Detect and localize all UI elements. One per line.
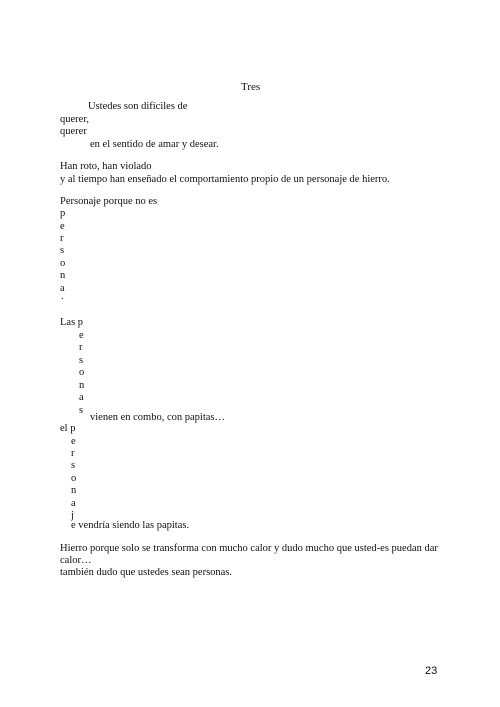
vertical-letter: . xyxy=(61,291,64,302)
stanza4-las: Las p xyxy=(60,317,84,328)
vertical-letter: n xyxy=(79,380,85,391)
vertical-letter: j xyxy=(71,510,74,521)
vertical-letter: e xyxy=(60,221,65,232)
vertical-letter: r xyxy=(60,233,64,244)
stanza4-el: el p xyxy=(60,423,76,434)
stanza5-line2: calor… xyxy=(60,555,92,566)
vertical-letter: s xyxy=(71,460,76,471)
stanza2-line2: y al tiempo han enseñado el comportamiento propio de un personaje de hierro. xyxy=(60,174,390,185)
vertical-letter: a xyxy=(71,498,76,509)
vertical-letter: r xyxy=(79,342,83,353)
stanza4-combo: vienen en combo, con papitas… xyxy=(90,412,226,423)
vertical-letter: n xyxy=(71,485,77,496)
vertical-letter: s xyxy=(79,355,84,366)
stanza1-line1: Ustedes son difíciles de xyxy=(88,101,188,112)
stanza3-line1: Personaje porque no es xyxy=(60,196,158,207)
vertical-letter: a xyxy=(60,283,65,294)
poem-title: Tres xyxy=(241,81,261,93)
page-number: 23 xyxy=(425,665,438,677)
stanza1-line2: querer, xyxy=(60,114,90,125)
vertical-letter: e xyxy=(79,330,84,341)
stanza1-line3: querer xyxy=(60,126,87,137)
vertical-letter: s xyxy=(79,405,84,416)
stanza5-line1: Hierro porque solo se transforma con mucho calor y dudo mucho que usted-es puedan dar xyxy=(60,543,438,554)
vertical-letter: o xyxy=(71,473,77,484)
vertical-letter: a xyxy=(79,392,84,403)
vertical-letter: o xyxy=(79,367,85,378)
vertical-letter: r xyxy=(71,448,75,459)
vertical-letter: p xyxy=(60,208,66,219)
vertical-letter: s xyxy=(60,245,65,256)
vertical-letter: n xyxy=(60,270,66,281)
stanza4-ending: e vendría siendo las papitas. xyxy=(71,520,190,531)
stanza5-line3: también dudo que ustedes sean personas. xyxy=(60,567,233,578)
vertical-letter: e xyxy=(71,436,76,447)
stanza2-line1: Han roto, han violado xyxy=(60,161,152,172)
stanza1-line4: en el sentido de amar y desear. xyxy=(90,139,219,150)
vertical-letter: o xyxy=(60,258,66,269)
